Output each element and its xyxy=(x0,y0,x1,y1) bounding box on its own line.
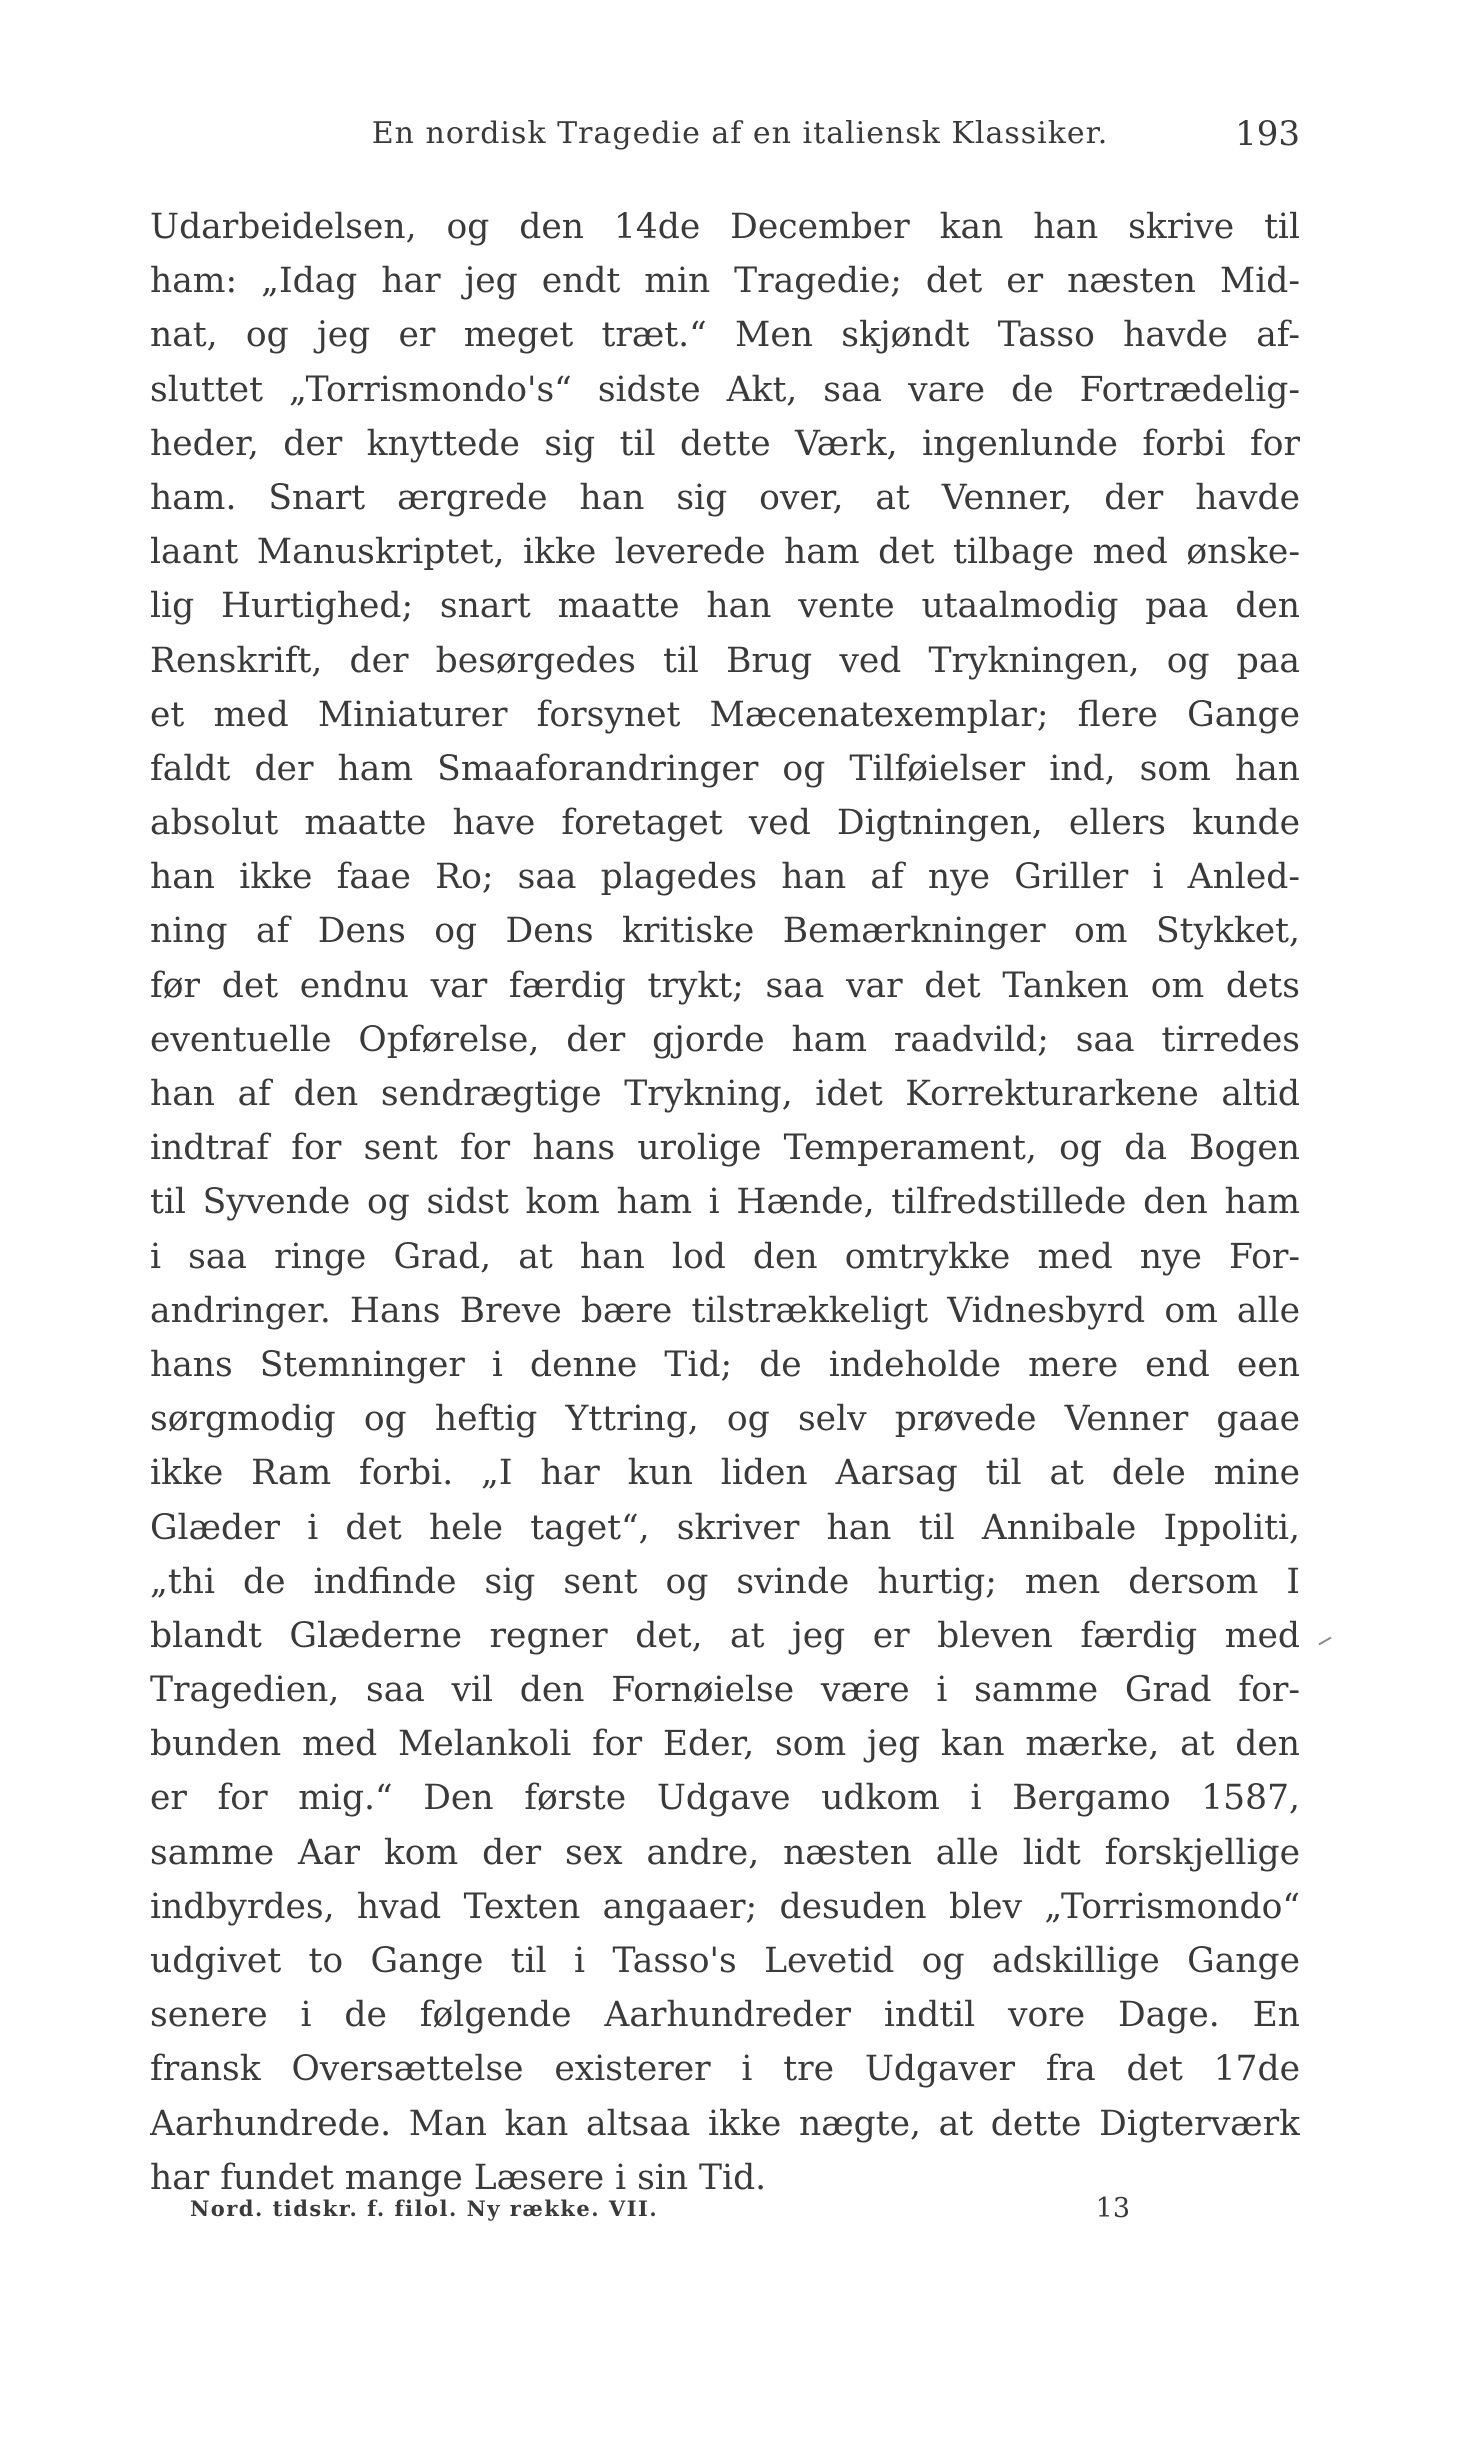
margin-mark xyxy=(1318,1637,1331,1646)
text-line: indbyrdes, hvad Texten angaaer; desuden blev „Torrismondo“ xyxy=(150,1886,1300,1927)
running-head xyxy=(150,112,1300,156)
text-line: faldt der ham Smaaforandringer og Tilføielser ind, som han xyxy=(150,748,1300,789)
text-line: Tragedien, saa vil den Fornøielse være i samme Grad for- xyxy=(150,1670,1300,1711)
text-line: heder, der knyttede sig til dette Værk, ingenlunde forbi for xyxy=(150,423,1300,464)
text-line: i saa ringe Grad, at han lod den omtrykke med nye For- xyxy=(150,1236,1300,1277)
text-line: ham. Snart ærgrede han sig over, at Venner, der havde xyxy=(150,477,1300,518)
text-line: sørgmodig og heftig Yttring, og selv prøvede Venner gaae xyxy=(150,1399,1300,1440)
signature-number: 13 xyxy=(1095,2193,1130,2224)
text-line: til Syvende og sidst kom ham i Hænde, tilfredstillede den ham xyxy=(150,1182,1300,1223)
text-line: Renskrift, der besørgedes til Brug ved Trykningen, og paa xyxy=(150,640,1300,681)
text-line: samme Aar kom der sex andre, næsten alle lidt forskjellige xyxy=(150,1832,1300,1873)
text-line: bunden med Melankoli for Eder, som jeg kan mærke, at den xyxy=(150,1724,1300,1765)
text-line: Aarhundrede. Man kan altsaa ikke nægte, at dette Digterværk xyxy=(150,2103,1300,2144)
text-line: sluttet „Torrismondo's“ sidste Akt, saa vare de Fortrædelig- xyxy=(150,369,1300,410)
text-line: er for mig.“ Den første Udgave udkom i Bergamo 1587, xyxy=(150,1778,1300,1819)
signature-line xyxy=(190,2192,1130,2226)
text-line: blandt Glæderne regner det, at jeg er bleven færdig med xyxy=(150,1615,1300,1656)
text-line: han af den sendrægtige Trykning, idet Korrekturarkene altid xyxy=(150,1074,1300,1114)
body-text xyxy=(150,200,1300,2205)
running-title: En nordisk Tragedie af en italiensk Klassiker. xyxy=(371,116,1109,151)
signature-note: Nord. tidskr. f. filol. Ny række. VII. xyxy=(190,2196,659,2221)
text-line: hans Stemninger i denne Tid; de indeholde mere end een xyxy=(150,1344,1300,1385)
text-line: ning af Dens og Dens kritiske Bemærkninger om Stykket, xyxy=(150,911,1300,952)
text-line: andringer. Hans Breve bære tilstrækkeligt Vidnesbyrd om alle xyxy=(150,1290,1300,1331)
text-line: han ikke faae Ro; saa plagedes han af nye Griller i Anled- xyxy=(150,857,1300,898)
text-line: et med Miniaturer forsynet Mæcenatexemplar; flere Gange xyxy=(150,694,1300,735)
text-line: fransk Oversættelse existerer i tre Udgaver fra det 17de xyxy=(150,2049,1300,2090)
text-line: udgivet to Gange til i Tasso's Levetid og adskillige Gange xyxy=(150,1941,1300,1981)
text-line: nat, og jeg er meget træt.“ Men skjøndt Tasso havde af- xyxy=(150,315,1300,356)
text-line: absolut maatte have foretaget ved Digtningen, ellers kunde xyxy=(150,803,1300,844)
text-line: „thi de indfinde sig sent og svinde hurtig; men dersom I xyxy=(150,1561,1300,1602)
text-line: ham: „Idag har jeg endt min Tragedie; det er næsten Mid- xyxy=(150,261,1300,302)
text-line: laant Manuskriptet, ikke leverede ham det tilbage med ønske- xyxy=(150,532,1300,573)
page-number: 193 xyxy=(1235,114,1300,154)
text-line: Udarbeidelsen, og den 14de December kan han skrive til xyxy=(150,207,1300,247)
text-line: før det endnu var færdig trykt; saa var det Tanken om dets xyxy=(150,965,1300,1006)
text-line: senere i de følgende Aarhundreder indtil vore Dage. En xyxy=(150,1995,1300,2036)
text-line: Glæder i det hele taget“, skriver han til Annibale Ippoliti, xyxy=(150,1507,1300,1548)
text-line: ikke Ram forbi. „I har kun liden Aarsag til at dele mine xyxy=(150,1453,1300,1494)
text-line: indtraf for sent for hans urolige Temperament, og da Bogen xyxy=(150,1128,1300,1169)
text-line: lig Hurtighed; snart maatte han vente utaalmodig paa den xyxy=(150,586,1300,627)
text-line: har fundet mange Læsere i sin Tid. xyxy=(150,2157,767,2198)
text-line: eventuelle Opførelse, der gjorde ham raadvild; saa tirredes xyxy=(150,1019,1300,1060)
